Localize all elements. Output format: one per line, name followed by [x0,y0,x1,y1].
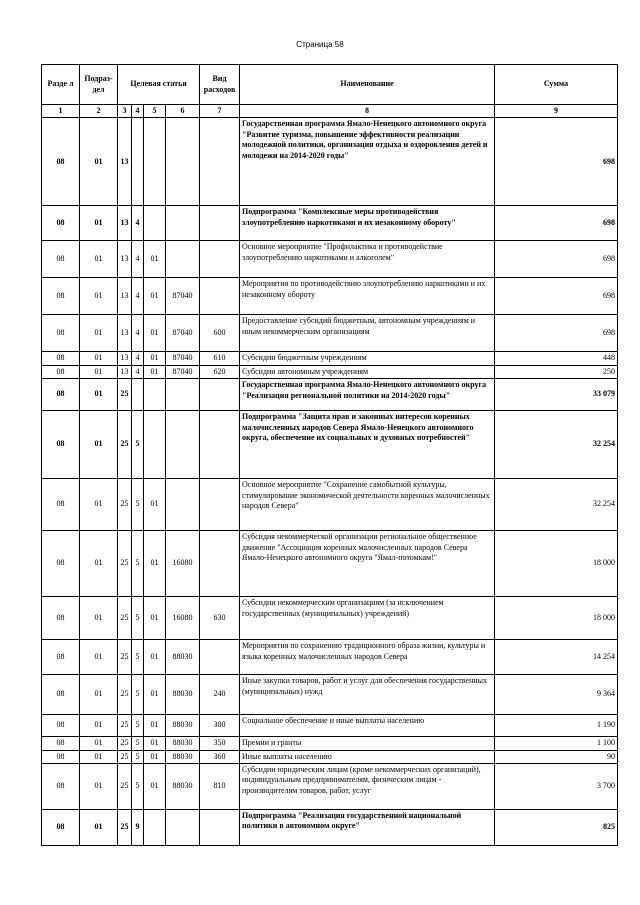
table-row [42,315,618,352]
table-row [42,715,618,737]
podrazdel-cell: 01 [80,531,118,597]
page-label: Страница 58 [296,40,344,49]
event-code-cell: 01 [144,750,166,763]
direction-code-cell: 87040 [166,315,200,352]
event-code-cell: 01 [144,531,166,597]
direction-code-cell: 88030 [166,675,200,715]
table-row [42,809,618,845]
razdel-cell: 08 [42,809,80,845]
program-code-cell: 13 [118,241,132,278]
event-code-cell: 01 [144,365,166,378]
subprogram-code-cell: 4 [132,365,144,378]
header-row [42,65,618,105]
subprogram-code-cell: 9 [132,809,144,845]
subprogram-code-cell: 5 [132,531,144,597]
event-code-cell [144,206,166,241]
razdel-cell: 08 [42,531,80,597]
sum-cell: 250 [495,365,618,378]
program-code-cell: 13 [118,365,132,378]
name-cell: Субсидии бюджетным учреждениям [240,352,495,365]
event-code-cell: 01 [144,763,166,809]
podrazdel-cell: 01 [80,365,118,378]
direction-code-cell [166,479,200,531]
subprogram-code-cell: 4 [132,206,144,241]
expense-type-cell: 300 [200,715,240,737]
podrazdel-cell: 01 [80,640,118,675]
event-code-cell: 01 [144,278,166,315]
col-number: 9 [495,105,618,118]
razdel-cell: 08 [42,278,80,315]
expense-type-cell [200,118,240,206]
sum-cell: 1 190 [495,715,618,737]
expense-type-cell: 360 [200,750,240,763]
program-code-cell: 13 [118,352,132,365]
name-cell: Иные выплаты населению [240,750,495,763]
subprogram-code-cell: 4 [132,352,144,365]
name-cell: Субсидия некоммерческой организации региональное общественное движение "Ассоциация коренных малочисленных народов Севера Ямало-Ненецкого автономного округа "Ямал-потомкам!" [240,531,495,597]
razdel-cell: 08 [42,675,80,715]
razdel-cell: 08 [42,206,80,241]
table-row [42,737,618,750]
sum-cell: 90 [495,750,618,763]
podrazdel-cell: 01 [80,675,118,715]
name-cell: Социальное обеспечение и иные выплаты населению [240,715,495,737]
razdel-cell: 08 [42,479,80,531]
razdel-cell: 08 [42,597,80,640]
event-code-cell: 01 [144,241,166,278]
direction-code-cell: 88030 [166,737,200,750]
razdel-cell: 08 [42,352,80,365]
event-code-cell [144,379,166,411]
sum-cell: 825 [495,809,618,845]
expense-type-cell [200,241,240,278]
podrazdel-cell: 01 [80,352,118,365]
podrazdel-cell: 01 [80,763,118,809]
expense-type-cell: 620 [200,365,240,378]
name-cell: Субсидии некоммерческим организациям (за исключением государственных (муниципальных) учреждений) [240,597,495,640]
expense-type-cell [200,411,240,479]
name-cell: Государственная программа Ямало-Ненецкого автономного округа "Развитие туризма, повышение эффективности реализации молодежной политики, организация отдыха и оздоровления детей и молодежи на 2014-2020 годы" [240,118,495,206]
sum-cell: 14 254 [495,640,618,675]
name-cell: Мероприятия по сохранению традиционного образа жизни, культуры и языка коренных малочисленных народов Севера [240,640,495,675]
razdel-cell: 08 [42,763,80,809]
col-number: 2 [80,105,118,118]
name-cell: Предоставление субсидий бюджетным, автономным учреждениям и иным некоммерческим организациям [240,315,495,352]
event-code-cell [144,118,166,206]
subprogram-code-cell: 4 [132,241,144,278]
name-cell: Государственная программа Ямало-Ненецкого автономного округа "Реализация региональной политики на 2014-2020 годы" [240,379,495,411]
razdel-cell: 08 [42,365,80,378]
table-row [42,278,618,315]
event-code-cell: 01 [144,715,166,737]
name-cell: Подпрограмма "Защита прав и законных интересов коренных малочисленных народов Севера Ямало-Ненецкого автономного округа, обеспечение их социальных и духовных потребностей" [240,411,495,479]
program-code-cell: 25 [118,411,132,479]
expense-type-cell: 350 [200,737,240,750]
event-code-cell: 01 [144,640,166,675]
event-code-cell: 01 [144,315,166,352]
expense-type-cell [200,278,240,315]
sum-cell: 698 [495,315,618,352]
table-row [42,675,618,715]
col-number: 7 [200,105,240,118]
direction-code-cell [166,379,200,411]
name-cell: Подпрограмма "Реализация государственной национальной политики в автономном округе" [240,809,495,845]
program-code-cell: 25 [118,379,132,411]
direction-code-cell [166,206,200,241]
table-row [42,379,618,411]
razdel-cell: 08 [42,315,80,352]
program-code-cell: 13 [118,206,132,241]
col-number: 3 [118,105,132,118]
podrazdel-cell: 01 [80,278,118,315]
col-number: 8 [240,105,495,118]
expense-type-cell [200,206,240,241]
name-cell: Основное мероприятие "Профилактика и противодействие злоупотреблению наркотиками и алкоголем" [240,241,495,278]
podrazdel-cell: 01 [80,118,118,206]
program-code-cell: 13 [118,315,132,352]
name-cell: Субсидии юридическим лицам (кроме некоммерческих организаций), индивидуальным предпринимателям, физическим лицам - производителям товаров, работ, услуг [240,763,495,809]
name-cell: Основное мероприятие "Сохранение самобытной культуры, стимулирование экономической деятельности коренных малочисленных народов Севера" [240,479,495,531]
col-number: 5 [144,105,166,118]
expense-type-cell: 630 [200,597,240,640]
event-code-cell [144,809,166,845]
razdel-cell: 08 [42,640,80,675]
direction-code-cell: 16080 [166,531,200,597]
podrazdel-cell: 01 [80,750,118,763]
table-row [42,365,618,378]
razdel-cell: 08 [42,411,80,479]
program-code-cell: 13 [118,278,132,315]
program-code-cell: 25 [118,479,132,531]
razdel-cell: 08 [42,715,80,737]
program-code-cell: 25 [118,531,132,597]
sum-cell: 9 364 [495,675,618,715]
sum-cell: 32 254 [495,479,618,531]
header-celevaya: Целевая статья [118,65,200,105]
razdel-cell: 08 [42,118,80,206]
direction-code-cell [166,809,200,845]
program-code-cell: 13 [118,118,132,206]
table-row [42,479,618,531]
header-vid: Вид расходов [200,65,240,105]
table-row [42,118,618,206]
table-row [42,763,618,809]
col-number: 1 [42,105,80,118]
subprogram-code-cell: 5 [132,715,144,737]
event-code-cell: 01 [144,352,166,365]
name-cell: Подпрограмма "Комплексные меры противодействия злоупотреблению наркотиками и их незаконному обороту" [240,206,495,241]
podrazdel-cell: 01 [80,379,118,411]
header-name: Наименование [240,65,495,105]
expense-type-cell [200,809,240,845]
sum-cell: 698 [495,278,618,315]
direction-code-cell [166,118,200,206]
sum-cell: 448 [495,352,618,365]
expense-type-cell: 810 [200,763,240,809]
podrazdel-cell: 01 [80,206,118,241]
expense-type-cell [200,640,240,675]
direction-code-cell: 88030 [166,763,200,809]
event-code-cell [144,411,166,479]
subprogram-code-cell: 5 [132,750,144,763]
razdel-cell: 08 [42,737,80,750]
col-number: 6 [166,105,200,118]
header-razdel: Разде л [42,65,80,105]
table-row [42,352,618,365]
event-code-cell: 01 [144,737,166,750]
podrazdel-cell: 01 [80,315,118,352]
table-row [42,531,618,597]
podrazdel-cell: 01 [80,411,118,479]
subprogram-code-cell: 4 [132,278,144,315]
name-cell: Субсидии автономным учреждениям [240,365,495,378]
podrazdel-cell: 01 [80,809,118,845]
table-row [42,411,618,479]
expense-type-cell: 610 [200,352,240,365]
sum-cell: 3 700 [495,763,618,809]
subprogram-code-cell: 5 [132,411,144,479]
subprogram-code-cell: 5 [132,479,144,531]
program-code-cell: 25 [118,597,132,640]
direction-code-cell: 88030 [166,640,200,675]
table-row [42,206,618,241]
budget-table [41,64,618,846]
program-code-cell: 25 [118,715,132,737]
sum-cell: 698 [495,241,618,278]
program-code-cell: 25 [118,763,132,809]
expense-type-cell [200,479,240,531]
table-row [42,750,618,763]
razdel-cell: 08 [42,241,80,278]
program-code-cell: 25 [118,737,132,750]
subprogram-code-cell: 5 [132,597,144,640]
podrazdel-cell: 01 [80,737,118,750]
program-code-cell: 25 [118,809,132,845]
direction-code-cell: 88030 [166,715,200,737]
sum-cell: 698 [495,206,618,241]
sum-cell: 18 000 [495,531,618,597]
sum-cell: 18 000 [495,597,618,640]
sum-cell: 1 100 [495,737,618,750]
podrazdel-cell: 01 [80,241,118,278]
razdel-cell: 08 [42,379,80,411]
direction-code-cell: 87040 [166,352,200,365]
program-code-cell: 25 [118,675,132,715]
razdel-cell: 08 [42,750,80,763]
event-code-cell: 01 [144,479,166,531]
name-cell: Иные закупки товаров, работ и услуг для обеспечения государственных (муниципальных) нужд [240,675,495,715]
subprogram-code-cell [132,118,144,206]
subprogram-code-cell: 5 [132,640,144,675]
table-row [42,241,618,278]
header-podrazdel: Подраз- дел [80,65,118,105]
direction-code-cell [166,411,200,479]
direction-code-cell: 87040 [166,278,200,315]
subprogram-code-cell: 5 [132,763,144,809]
direction-code-cell: 87040 [166,365,200,378]
subprogram-code-cell: 5 [132,675,144,715]
podrazdel-cell: 01 [80,597,118,640]
column-number-row [42,105,618,118]
subprogram-code-cell [132,379,144,411]
table-row [42,597,618,640]
expense-type-cell [200,531,240,597]
name-cell: Мероприятия по противодействию злоупотреблению наркотиками и их незаконному обороту [240,278,495,315]
program-code-cell: 25 [118,640,132,675]
sum-cell: 32 254 [495,411,618,479]
event-code-cell: 01 [144,597,166,640]
sum-cell: 33 079 [495,379,618,411]
subprogram-code-cell: 5 [132,737,144,750]
expense-type-cell: 600 [200,315,240,352]
podrazdel-cell: 01 [80,715,118,737]
podrazdel-cell: 01 [80,479,118,531]
header-sum: Сумма [495,65,618,105]
subprogram-code-cell: 4 [132,315,144,352]
col-number: 4 [132,105,144,118]
table-row [42,640,618,675]
program-code-cell: 25 [118,750,132,763]
sum-cell: 698 [495,118,618,206]
name-cell: Премии и гранты [240,737,495,750]
event-code-cell: 01 [144,675,166,715]
expense-type-cell [200,379,240,411]
direction-code-cell: 88030 [166,750,200,763]
direction-code-cell [166,241,200,278]
direction-code-cell: 16080 [166,597,200,640]
expense-type-cell: 240 [200,675,240,715]
